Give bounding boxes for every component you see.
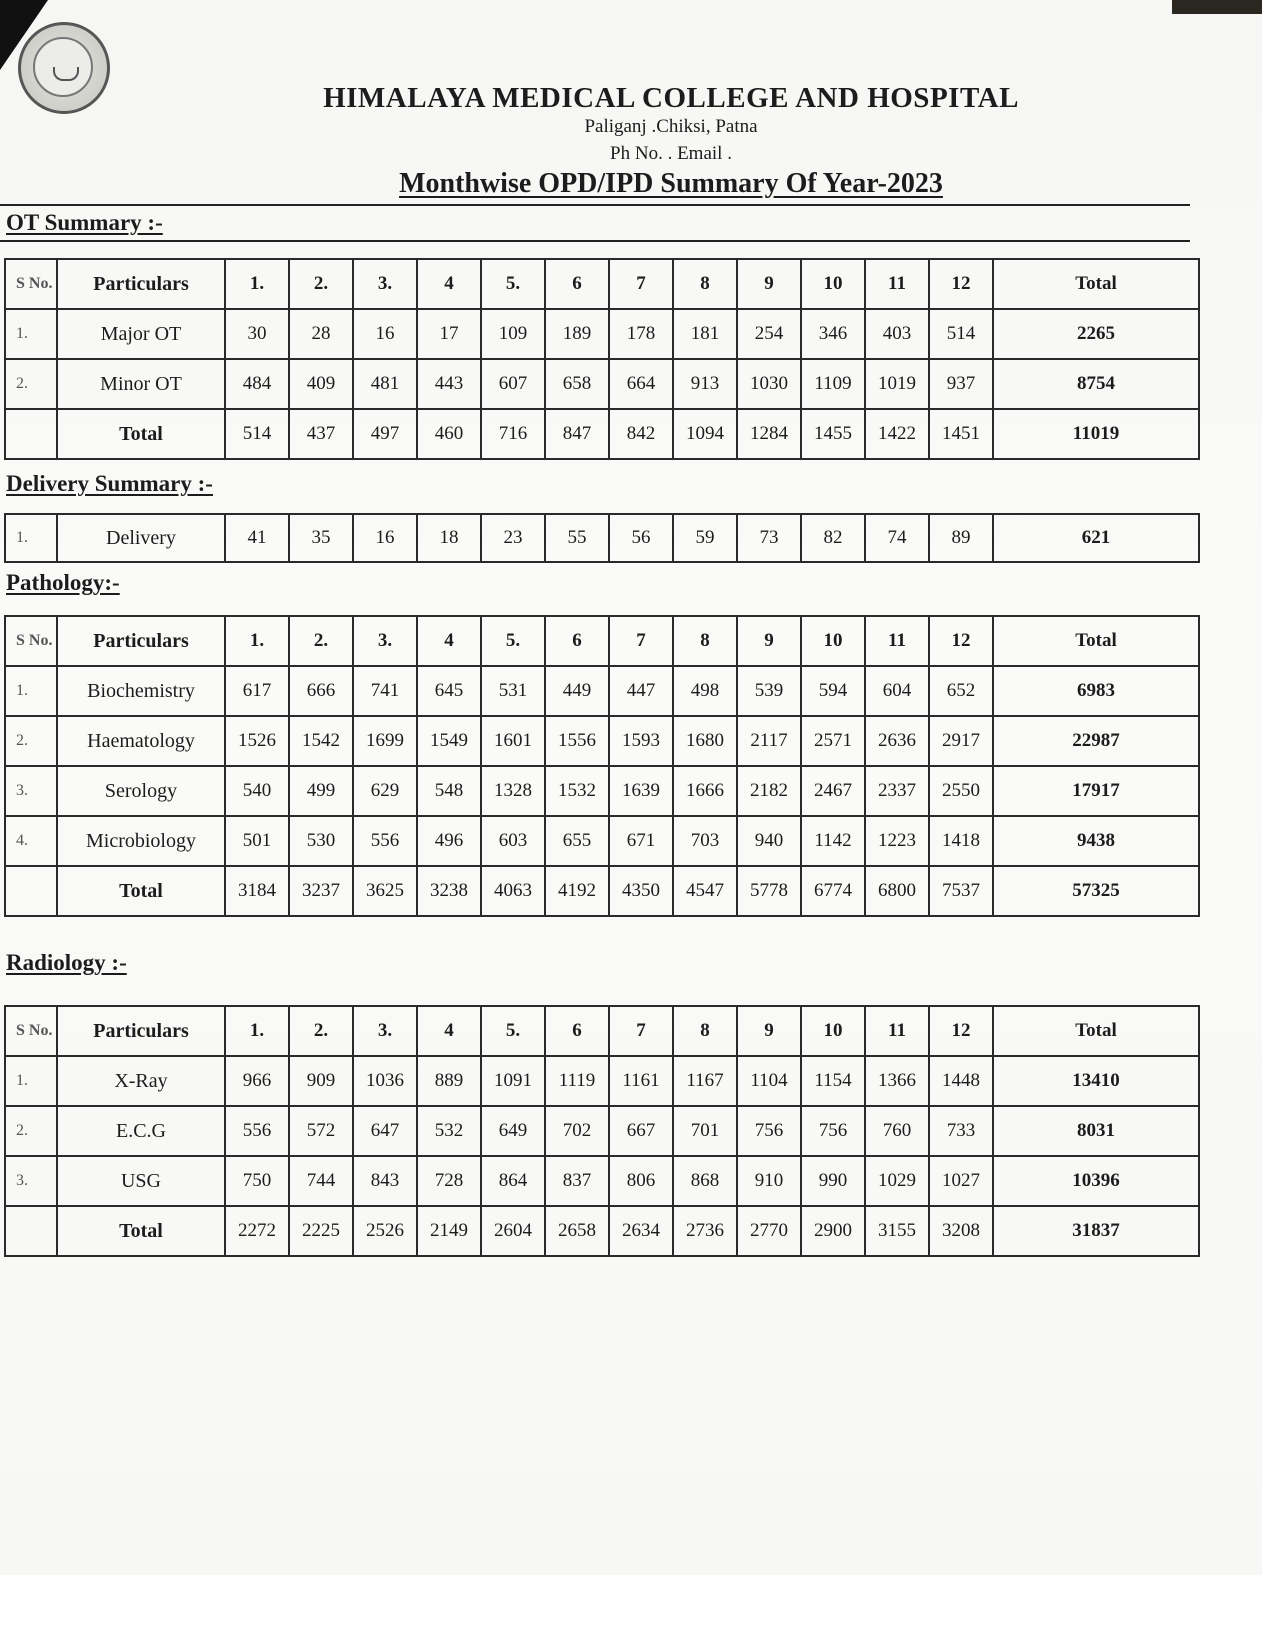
month-value: 2550 bbox=[929, 766, 993, 816]
month-total-value: 7537 bbox=[929, 866, 993, 916]
month-total-value: 4063 bbox=[481, 866, 545, 916]
month-value: 910 bbox=[737, 1156, 801, 1206]
month-header: 3. bbox=[353, 616, 417, 666]
delivery-summary-heading: Delivery Summary :- bbox=[6, 471, 213, 496]
month-total-value: 2272 bbox=[225, 1206, 289, 1256]
month-value: 2917 bbox=[929, 716, 993, 766]
radiology-table bbox=[4, 1005, 1200, 1257]
month-value: 843 bbox=[353, 1156, 417, 1206]
month-total-value: 3625 bbox=[353, 866, 417, 916]
table-row bbox=[5, 716, 1199, 766]
month-value: 1328 bbox=[481, 766, 545, 816]
month-value: 864 bbox=[481, 1156, 545, 1206]
month-value: 2182 bbox=[737, 766, 801, 816]
hospital-address: Paliganj .Chiksi, Patna bbox=[584, 116, 758, 137]
month-value: 556 bbox=[225, 1106, 289, 1156]
month-total-value: 4350 bbox=[609, 866, 673, 916]
month-value: 1639 bbox=[609, 766, 673, 816]
month-header: 11 bbox=[865, 259, 929, 309]
month-header: 5. bbox=[481, 259, 545, 309]
month-value: 531 bbox=[481, 666, 545, 716]
month-header: 8 bbox=[673, 616, 737, 666]
month-header: 2. bbox=[289, 1006, 353, 1056]
table-row bbox=[5, 309, 1199, 359]
report-subtitle-text: Monthwise OPD/IPD Summary Of Year-2023 bbox=[399, 168, 943, 199]
month-header: 6 bbox=[545, 1006, 609, 1056]
month-value: 733 bbox=[929, 1106, 993, 1156]
month-header: 5. bbox=[481, 616, 545, 666]
month-value: 548 bbox=[417, 766, 481, 816]
total-row bbox=[5, 866, 1199, 916]
month-value: 760 bbox=[865, 1106, 929, 1156]
month-value: 35 bbox=[289, 514, 353, 562]
month-value: 649 bbox=[481, 1106, 545, 1156]
total-label: Total bbox=[57, 1206, 225, 1256]
month-value: 403 bbox=[865, 309, 929, 359]
month-value: 1167 bbox=[673, 1056, 737, 1106]
month-header: 12 bbox=[929, 616, 993, 666]
grand-total: 31837 bbox=[993, 1206, 1199, 1256]
header-row bbox=[5, 616, 1199, 666]
month-value: 539 bbox=[737, 666, 801, 716]
month-value: 1366 bbox=[865, 1056, 929, 1106]
month-total-value: 3155 bbox=[865, 1206, 929, 1256]
month-total-value: 514 bbox=[225, 409, 289, 459]
month-value: 1601 bbox=[481, 716, 545, 766]
pathology-heading: Pathology:- bbox=[6, 570, 120, 595]
sno-header: S No. bbox=[5, 616, 57, 666]
month-header: 5. bbox=[481, 1006, 545, 1056]
month-header: 7 bbox=[609, 616, 673, 666]
row-total: 8754 bbox=[993, 359, 1199, 409]
month-value: 604 bbox=[865, 666, 929, 716]
month-value: 23 bbox=[481, 514, 545, 562]
row-number: 3. bbox=[5, 766, 57, 816]
month-value: 756 bbox=[737, 1106, 801, 1156]
total-row bbox=[5, 409, 1199, 459]
table-row bbox=[5, 359, 1199, 409]
month-value: 658 bbox=[545, 359, 609, 409]
month-value: 109 bbox=[481, 309, 545, 359]
month-header: 12 bbox=[929, 1006, 993, 1056]
month-total-value: 3237 bbox=[289, 866, 353, 916]
month-value: 89 bbox=[929, 514, 993, 562]
month-value: 540 bbox=[225, 766, 289, 816]
row-total: 17917 bbox=[993, 766, 1199, 816]
radiology-heading: Radiology :- bbox=[6, 950, 127, 975]
month-value: 30 bbox=[225, 309, 289, 359]
month-value: 2467 bbox=[801, 766, 865, 816]
row-particular: Haematology bbox=[57, 716, 225, 766]
month-value: 1027 bbox=[929, 1156, 993, 1206]
month-header: 4 bbox=[417, 616, 481, 666]
month-value: 74 bbox=[865, 514, 929, 562]
month-value: 909 bbox=[289, 1056, 353, 1106]
month-value: 496 bbox=[417, 816, 481, 866]
month-header: 1. bbox=[225, 616, 289, 666]
month-value: 702 bbox=[545, 1106, 609, 1156]
month-value: 346 bbox=[801, 309, 865, 359]
total-header: Total bbox=[993, 259, 1199, 309]
total-row bbox=[5, 1206, 1199, 1256]
month-value: 744 bbox=[289, 1156, 353, 1206]
row-particular: Delivery bbox=[57, 514, 225, 562]
month-value: 443 bbox=[417, 359, 481, 409]
month-header: 10 bbox=[801, 259, 865, 309]
month-value: 1019 bbox=[865, 359, 929, 409]
month-value: 18 bbox=[417, 514, 481, 562]
particulars-header: Particulars bbox=[57, 616, 225, 666]
month-header: 8 bbox=[673, 1006, 737, 1056]
month-value: 937 bbox=[929, 359, 993, 409]
row-number: 1. bbox=[5, 514, 57, 562]
table-row bbox=[5, 514, 1199, 562]
month-value: 572 bbox=[289, 1106, 353, 1156]
particulars-header: Particulars bbox=[57, 259, 225, 309]
month-value: 1109 bbox=[801, 359, 865, 409]
month-value: 868 bbox=[673, 1156, 737, 1206]
month-value: 56 bbox=[609, 514, 673, 562]
month-total-value: 847 bbox=[545, 409, 609, 459]
month-header: 4 bbox=[417, 259, 481, 309]
total-header: Total bbox=[993, 1006, 1199, 1056]
ot-summary-heading: OT Summary :- bbox=[6, 210, 163, 235]
month-header: 4 bbox=[417, 1006, 481, 1056]
month-value: 913 bbox=[673, 359, 737, 409]
month-value: 2337 bbox=[865, 766, 929, 816]
grand-total: 11019 bbox=[993, 409, 1199, 459]
table-row bbox=[5, 816, 1199, 866]
month-value: 647 bbox=[353, 1106, 417, 1156]
month-value: 940 bbox=[737, 816, 801, 866]
month-value: 1418 bbox=[929, 816, 993, 866]
row-number bbox=[5, 1206, 57, 1256]
month-value: 481 bbox=[353, 359, 417, 409]
month-value: 82 bbox=[801, 514, 865, 562]
month-header: 6 bbox=[545, 259, 609, 309]
table-row bbox=[5, 1106, 1199, 1156]
month-value: 1526 bbox=[225, 716, 289, 766]
month-value: 254 bbox=[737, 309, 801, 359]
hospital-title: HIMALAYA MEDICAL COLLEGE AND HOSPITAL bbox=[323, 82, 1019, 114]
month-value: 1666 bbox=[673, 766, 737, 816]
month-header: 7 bbox=[609, 1006, 673, 1056]
month-total-value: 842 bbox=[609, 409, 673, 459]
row-number: 4. bbox=[5, 816, 57, 866]
pathology-table bbox=[4, 615, 1200, 917]
month-value: 1091 bbox=[481, 1056, 545, 1106]
month-value: 447 bbox=[609, 666, 673, 716]
month-value: 1119 bbox=[545, 1056, 609, 1106]
month-value: 741 bbox=[353, 666, 417, 716]
row-particular: Microbiology bbox=[57, 816, 225, 866]
month-header: 3. bbox=[353, 1006, 417, 1056]
month-value: 189 bbox=[545, 309, 609, 359]
month-total-value: 4547 bbox=[673, 866, 737, 916]
month-value: 1036 bbox=[353, 1056, 417, 1106]
month-value: 73 bbox=[737, 514, 801, 562]
row-number: 2. bbox=[5, 359, 57, 409]
month-value: 594 bbox=[801, 666, 865, 716]
month-value: 501 bbox=[225, 816, 289, 866]
row-total: 13410 bbox=[993, 1056, 1199, 1106]
month-value: 55 bbox=[545, 514, 609, 562]
row-total: 22987 bbox=[993, 716, 1199, 766]
month-value: 1593 bbox=[609, 716, 673, 766]
ot-heading-rule bbox=[0, 240, 1190, 242]
row-total: 8031 bbox=[993, 1106, 1199, 1156]
row-total: 2265 bbox=[993, 309, 1199, 359]
month-header: 8 bbox=[673, 259, 737, 309]
month-value: 1542 bbox=[289, 716, 353, 766]
month-value: 701 bbox=[673, 1106, 737, 1156]
month-value: 703 bbox=[673, 816, 737, 866]
page-margin bbox=[0, 1575, 1275, 1650]
total-header: Total bbox=[993, 616, 1199, 666]
month-header: 7 bbox=[609, 259, 673, 309]
month-total-value: 6800 bbox=[865, 866, 929, 916]
row-number: 2. bbox=[5, 1106, 57, 1156]
month-header: 11 bbox=[865, 616, 929, 666]
month-total-value: 2149 bbox=[417, 1206, 481, 1256]
month-total-value: 2658 bbox=[545, 1206, 609, 1256]
month-value: 484 bbox=[225, 359, 289, 409]
month-value: 990 bbox=[801, 1156, 865, 1206]
month-value: 607 bbox=[481, 359, 545, 409]
month-value: 2117 bbox=[737, 716, 801, 766]
month-total-value: 2770 bbox=[737, 1206, 801, 1256]
month-total-value: 2900 bbox=[801, 1206, 865, 1256]
month-total-value: 4192 bbox=[545, 866, 609, 916]
month-value: 667 bbox=[609, 1106, 673, 1156]
month-value: 664 bbox=[609, 359, 673, 409]
row-particular: E.C.G bbox=[57, 1106, 225, 1156]
row-number: 3. bbox=[5, 1156, 57, 1206]
month-total-value: 2634 bbox=[609, 1206, 673, 1256]
sno-header: S No. bbox=[5, 1006, 57, 1056]
month-value: 655 bbox=[545, 816, 609, 866]
month-header: 9 bbox=[737, 259, 801, 309]
month-value: 1161 bbox=[609, 1056, 673, 1106]
month-value: 966 bbox=[225, 1056, 289, 1106]
row-number: 1. bbox=[5, 309, 57, 359]
month-value: 178 bbox=[609, 309, 673, 359]
row-particular: Serology bbox=[57, 766, 225, 816]
month-value: 1104 bbox=[737, 1056, 801, 1106]
month-total-value: 5778 bbox=[737, 866, 801, 916]
header-row bbox=[5, 259, 1199, 309]
table-row bbox=[5, 1156, 1199, 1206]
month-value: 1556 bbox=[545, 716, 609, 766]
row-number: 1. bbox=[5, 666, 57, 716]
month-total-value: 716 bbox=[481, 409, 545, 459]
particulars-header: Particulars bbox=[57, 1006, 225, 1056]
month-header: 2. bbox=[289, 616, 353, 666]
table-row bbox=[5, 766, 1199, 816]
month-total-value: 2225 bbox=[289, 1206, 353, 1256]
month-header: 12 bbox=[929, 259, 993, 309]
month-header: 6 bbox=[545, 616, 609, 666]
month-total-value: 497 bbox=[353, 409, 417, 459]
month-value: 1448 bbox=[929, 1056, 993, 1106]
month-value: 181 bbox=[673, 309, 737, 359]
row-total: 621 bbox=[993, 514, 1199, 562]
month-value: 1680 bbox=[673, 716, 737, 766]
month-value: 666 bbox=[289, 666, 353, 716]
month-value: 756 bbox=[801, 1106, 865, 1156]
month-value: 16 bbox=[353, 309, 417, 359]
month-total-value: 2526 bbox=[353, 1206, 417, 1256]
month-total-value: 6774 bbox=[801, 866, 865, 916]
month-value: 499 bbox=[289, 766, 353, 816]
month-value: 409 bbox=[289, 359, 353, 409]
month-value: 617 bbox=[225, 666, 289, 716]
table-row bbox=[5, 1056, 1199, 1106]
total-label: Total bbox=[57, 409, 225, 459]
month-value: 449 bbox=[545, 666, 609, 716]
ot-summary-table bbox=[4, 258, 1200, 460]
month-value: 806 bbox=[609, 1156, 673, 1206]
month-value: 514 bbox=[929, 309, 993, 359]
month-total-value: 1422 bbox=[865, 409, 929, 459]
month-value: 556 bbox=[353, 816, 417, 866]
month-total-value: 1451 bbox=[929, 409, 993, 459]
row-number: 1. bbox=[5, 1056, 57, 1106]
month-value: 629 bbox=[353, 766, 417, 816]
month-header: 2. bbox=[289, 259, 353, 309]
month-value: 1154 bbox=[801, 1056, 865, 1106]
month-header: 9 bbox=[737, 1006, 801, 1056]
month-header: 1. bbox=[225, 259, 289, 309]
month-total-value: 3184 bbox=[225, 866, 289, 916]
month-header: 11 bbox=[865, 1006, 929, 1056]
month-total-value: 1455 bbox=[801, 409, 865, 459]
month-value: 1030 bbox=[737, 359, 801, 409]
row-number bbox=[5, 866, 57, 916]
row-particular: X-Ray bbox=[57, 1056, 225, 1106]
month-value: 41 bbox=[225, 514, 289, 562]
month-value: 1699 bbox=[353, 716, 417, 766]
month-value: 889 bbox=[417, 1056, 481, 1106]
row-particular: Biochemistry bbox=[57, 666, 225, 716]
month-value: 59 bbox=[673, 514, 737, 562]
contact-line: Ph No. . Email . bbox=[610, 143, 732, 164]
month-total-value: 437 bbox=[289, 409, 353, 459]
report-subtitle bbox=[40, 168, 1275, 200]
month-value: 17 bbox=[417, 309, 481, 359]
month-header: 10 bbox=[801, 616, 865, 666]
month-header: 1. bbox=[225, 1006, 289, 1056]
photo-edge bbox=[1172, 0, 1262, 14]
sno-header: S No. bbox=[5, 259, 57, 309]
month-value: 750 bbox=[225, 1156, 289, 1206]
month-value: 1549 bbox=[417, 716, 481, 766]
month-header: 9 bbox=[737, 616, 801, 666]
row-particular: Minor OT bbox=[57, 359, 225, 409]
month-header: 3. bbox=[353, 259, 417, 309]
total-label: Total bbox=[57, 866, 225, 916]
header-row bbox=[5, 1006, 1199, 1056]
month-value: 1142 bbox=[801, 816, 865, 866]
month-value: 2571 bbox=[801, 716, 865, 766]
row-total: 10396 bbox=[993, 1156, 1199, 1206]
month-total-value: 1094 bbox=[673, 409, 737, 459]
month-value: 498 bbox=[673, 666, 737, 716]
book-icon bbox=[53, 67, 79, 81]
month-value: 603 bbox=[481, 816, 545, 866]
month-header: 10 bbox=[801, 1006, 865, 1056]
month-value: 652 bbox=[929, 666, 993, 716]
month-total-value: 3238 bbox=[417, 866, 481, 916]
row-total: 6983 bbox=[993, 666, 1199, 716]
month-total-value: 2604 bbox=[481, 1206, 545, 1256]
row-total: 9438 bbox=[993, 816, 1199, 866]
month-value: 1029 bbox=[865, 1156, 929, 1206]
month-value: 28 bbox=[289, 309, 353, 359]
month-value: 2636 bbox=[865, 716, 929, 766]
row-number: 2. bbox=[5, 716, 57, 766]
row-number bbox=[5, 409, 57, 459]
table-row bbox=[5, 666, 1199, 716]
row-particular: USG bbox=[57, 1156, 225, 1206]
month-value: 16 bbox=[353, 514, 417, 562]
row-particular: Major OT bbox=[57, 309, 225, 359]
month-value: 728 bbox=[417, 1156, 481, 1206]
delivery-summary-table bbox=[4, 513, 1200, 563]
month-total-value: 460 bbox=[417, 409, 481, 459]
month-value: 530 bbox=[289, 816, 353, 866]
month-value: 1223 bbox=[865, 816, 929, 866]
month-value: 1532 bbox=[545, 766, 609, 816]
month-value: 671 bbox=[609, 816, 673, 866]
month-total-value: 2736 bbox=[673, 1206, 737, 1256]
grand-total: 57325 bbox=[993, 866, 1199, 916]
month-value: 532 bbox=[417, 1106, 481, 1156]
month-total-value: 1284 bbox=[737, 409, 801, 459]
month-value: 837 bbox=[545, 1156, 609, 1206]
month-total-value: 3208 bbox=[929, 1206, 993, 1256]
header-rule bbox=[0, 204, 1190, 206]
month-value: 645 bbox=[417, 666, 481, 716]
